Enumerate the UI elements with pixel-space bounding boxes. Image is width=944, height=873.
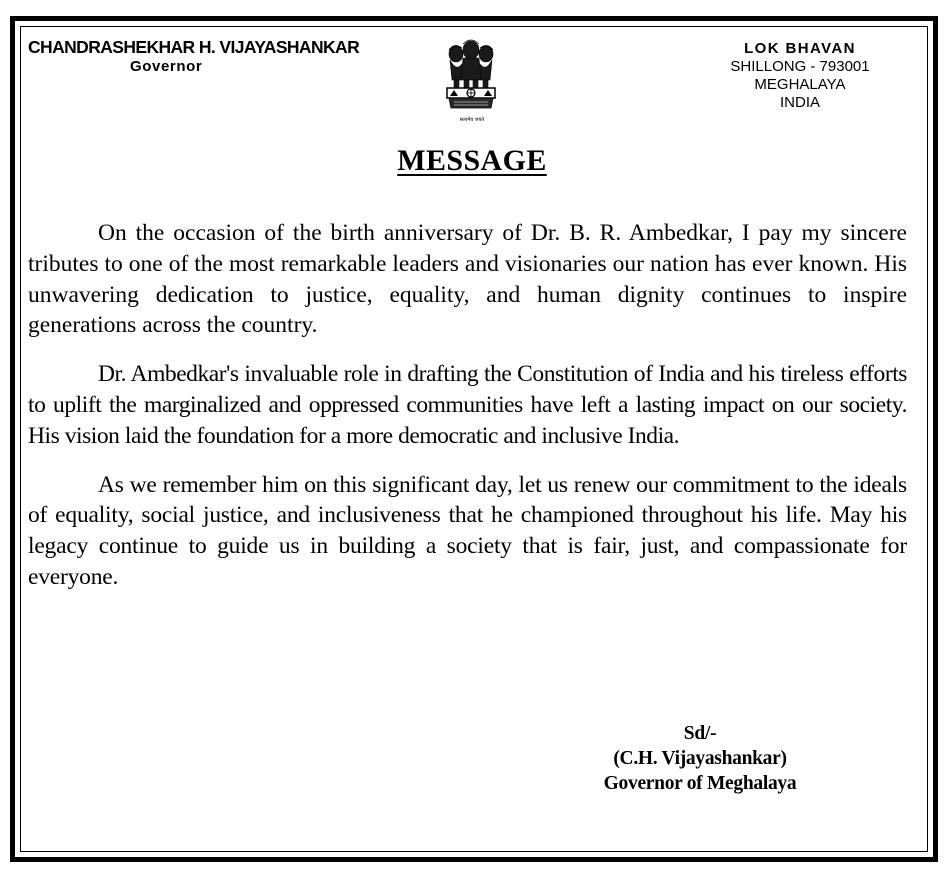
address-country: INDIA (779, 94, 820, 111)
address-city: SHILLONG - 793001 (730, 58, 870, 75)
address-place: LOK BHAVAN (744, 40, 856, 57)
signature-sd: Sd/- (683, 723, 717, 744)
paragraph-1: On the occasion of the birth anniversary of Dr. B. R. Ambedkar, I pay my sincere tributes to one of the most remarkable leaders and visionaries our nation has ever known. His unwavering dedication to justice, equality, and human dignity continues to inspire generations across the country. (28, 220, 907, 339)
emblem-motto: सत्यमेव जयते (459, 117, 485, 123)
sender-name: CHANDRASHEKHAR H. VIJAYASHANKAR (28, 37, 360, 57)
sender-title: Governor (130, 58, 203, 75)
address-state: MEGHALAYA (754, 76, 846, 93)
address-block (700, 40, 900, 112)
signature-designation: Governor of Meghalaya (603, 773, 797, 794)
signature-block (560, 721, 840, 796)
paragraph-2: Dr. Ambedkar's invaluable role in drafting the Constitution of India and his tireless efforts to uplift the marginalized and oppressed communities have left a lasting impact on our society. His vision laid the foundation for a more democratic and inclusive India. (28, 361, 907, 449)
signature-name: (C.H. Vijayashankar) (613, 748, 787, 769)
paragraph-3: As we remember him on this significant day, let us renew our commitment to the ideals of equality, social justice, and inclusiveness that he championed throughout his life. May his legacy continue to guide us in building a society that is fair, just, and compassionate for everyone. (28, 471, 907, 590)
national-emblem-icon (440, 36, 502, 118)
message-body (28, 218, 907, 611)
message-heading: MESSAGE (397, 144, 547, 177)
